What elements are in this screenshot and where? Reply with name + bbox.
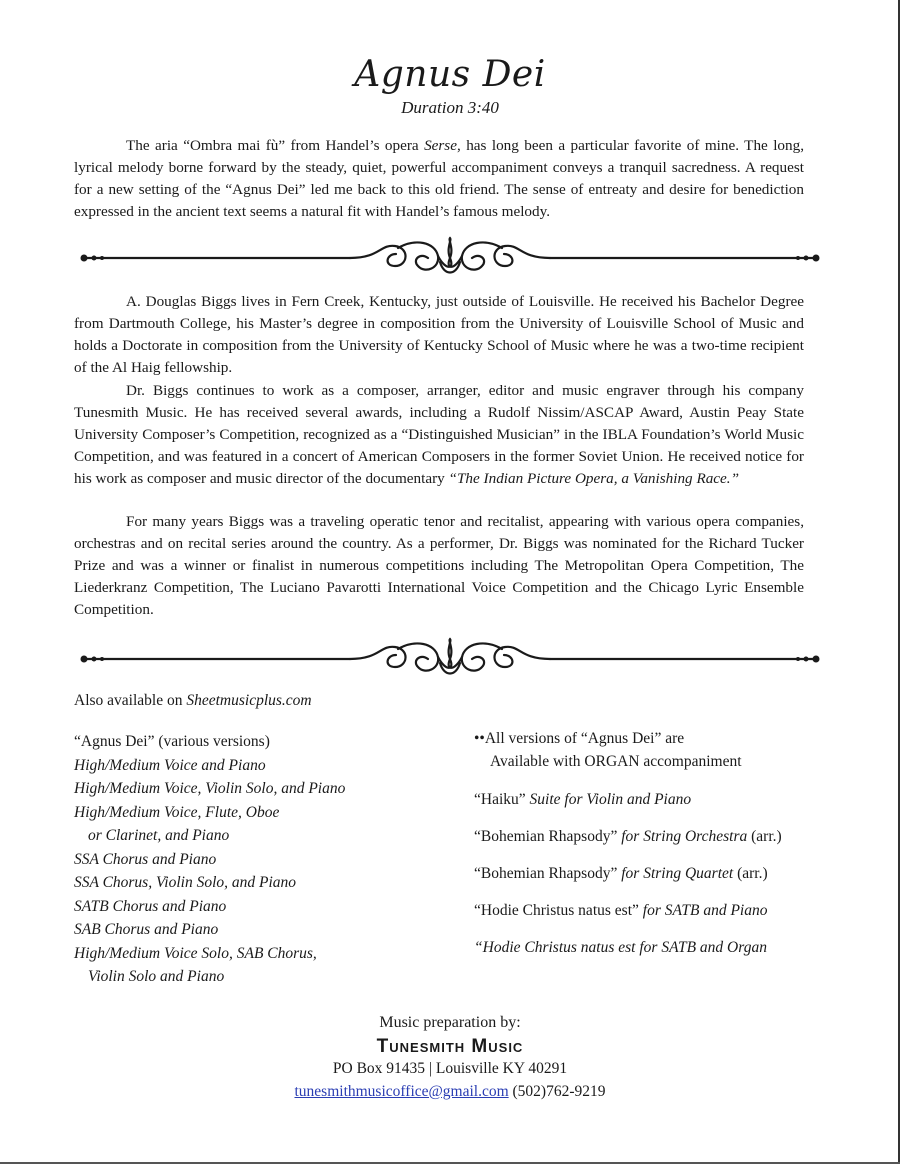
list-item: High/Medium Voice Solo, SAB Chorus, xyxy=(74,945,317,962)
flourish-divider-icon xyxy=(80,637,820,681)
bio-paragraph-1: A. Douglas Biggs lives in Fern Creek, Kentucky, just outside of Louisville. He received his Bachelor Degree from Dartmouth College, his Master’s degree in composition from the University of Louisville School of Music and holds a Doctorate in composition from the University of Kentucky School of Music where he was a two-time recipient of the Al Haig fellowship. xyxy=(74,293,804,376)
prep-label: Music preparation by: xyxy=(379,1014,521,1031)
list-item: “Hodie Christus natus est for SATB and Organ xyxy=(474,939,767,956)
flourish-divider-icon xyxy=(80,236,820,280)
list-item: Available with ORGAN accompaniment xyxy=(490,753,742,770)
list-item: High/Medium Voice and Piano xyxy=(74,757,266,774)
page-title: Agnus Dei xyxy=(354,54,546,95)
list-item: High/Medium Voice, Flute, Oboe xyxy=(74,804,280,821)
phone-number: (502)762-9219 xyxy=(508,1083,606,1100)
list-item: “Bohemian Rhapsody” for String Orchestra (arr.) xyxy=(474,828,782,845)
list-item: SAB Chorus and Piano xyxy=(74,921,219,938)
address-line: PO Box 91435 | Louisville KY 40291 xyxy=(332,1060,568,1077)
bio-paragraph-3: For many years Biggs was a traveling operatic tenor and recitalist, appearing with various opera companies, orchestras and on recital series around the country. As a performer, Dr. Biggs was nominated for the Richard Tucker Prize and was a winner or finalist in numerous competitions including The Metropolitan Opera Competition, The Liederkranz Competition, The Luciano Pavarotti International Voice Competition and the Chicago Lyric Ensemble Competition. xyxy=(74,513,804,618)
list-item: SATB Chorus and Piano xyxy=(74,898,227,915)
list-item: “Bohemian Rhapsody” for String Quartet (arr.) xyxy=(474,865,768,882)
bio-paragraph-2: Dr. Biggs continues to work as a composer, arranger, editor and music engraver through his company Tunesmith Music. He has received several awards, including a Rudolf Nissim/ASCAP Award, Austin Peay State University Composer’s Competition, recognized as a “Distinguished Musician” in the IBLA Foundation’s World Music Competition, and was featured in a concert of American Composers in the former Soviet Union. He received notice for his work as composer and music director of the documentary “The Indian Picture Opera, a Vanishing Race.” xyxy=(74,382,804,487)
list-item: “Hodie Christus natus est” for SATB and Piano xyxy=(474,902,768,919)
intro-paragraph: The aria “Ombra mai fù” from Handel’s opera Serse, has long been a particular favorite of mine. The long, lyrical melody borne forward by the steady, quiet, powerful accompaniment conveys a tranquil sacredness. A request for a new setting of the “Agnus Dei” led me back to this old friend. The sense of entreaty and desire for benediction expressed in the ancient text seems a natural fit with Handel’s famous melody. xyxy=(74,137,804,220)
also-available-line: Also available on Sheetmusicplus.com xyxy=(74,692,312,709)
contact-line xyxy=(0,1083,900,1101)
list-item: “Haiku” Suite for Violin and Piano xyxy=(474,791,692,808)
list-item: ••All versions of “Agnus Dei” are xyxy=(474,730,685,747)
email-link[interactable]: tunesmithmusicoffice@gmail.com xyxy=(294,1083,509,1100)
company-name: Tunesmith Music xyxy=(376,1036,524,1057)
list-item: Violin Solo and Piano xyxy=(88,968,225,985)
list-item: SSA Chorus, Violin Solo, and Piano xyxy=(74,874,297,891)
list-item: SSA Chorus and Piano xyxy=(74,851,217,868)
list-item: “Agnus Dei” (various versions) xyxy=(74,733,270,750)
list-item: High/Medium Voice, Violin Solo, and Piano xyxy=(74,780,346,797)
list-item: or Clarinet, and Piano xyxy=(88,827,230,844)
duration-subtitle: Duration 3:40 xyxy=(401,98,499,117)
